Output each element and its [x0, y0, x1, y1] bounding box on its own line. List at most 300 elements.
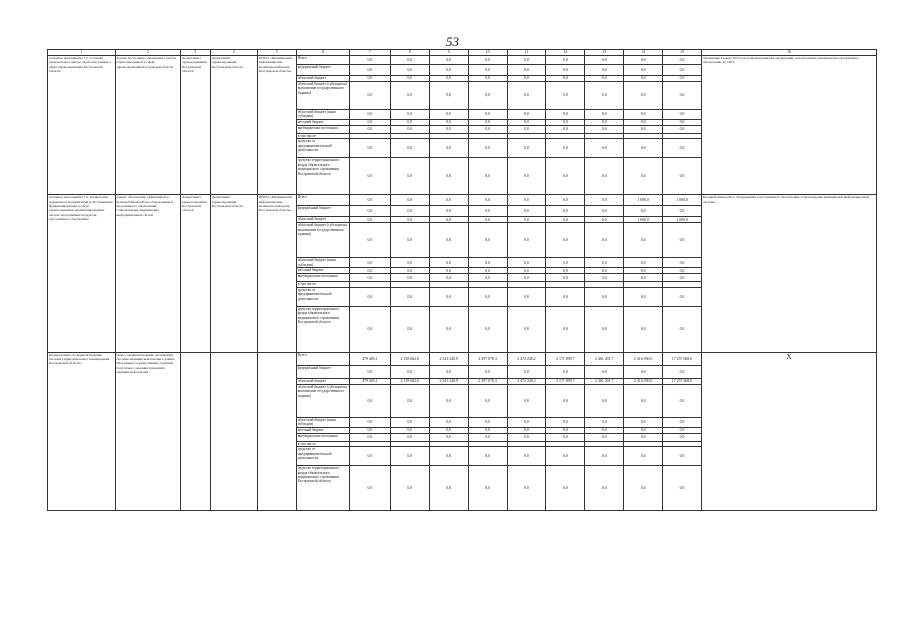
- expected-result: Увеличение к концу 2014 года доли медицинских организаций, использующих аналитическое программное обеспечение, до 100%: [701, 56, 876, 195]
- amount-cell: 0,0: [663, 158, 702, 195]
- amount-cell: 0,0: [390, 466, 429, 511]
- amount-cell: 2 461 201,7: [585, 378, 624, 384]
- block-col4: Департамент здравоохранения Костромской области: [210, 195, 257, 352]
- amount-cell: 0,0: [663, 417, 702, 427]
- amount-cell: 0,0: [585, 223, 624, 258]
- amount-cell: 0,0: [624, 158, 663, 195]
- amount-cell: 17 257 668,0: [663, 352, 702, 365]
- amount-cell: 0,0: [624, 466, 663, 511]
- amount-cell: 0,0: [429, 417, 468, 427]
- amount-cell: 0,0: [585, 65, 624, 76]
- amount-cell: 0,0: [468, 274, 507, 282]
- column-number: 16: [701, 50, 876, 56]
- funding-source-label: областной бюджет (иные субсидии): [296, 417, 349, 427]
- column-number: 10: [468, 50, 507, 56]
- expected-result: Х: [701, 352, 876, 510]
- amount-cell: 0,0: [468, 158, 507, 195]
- amount-cell: 0,0: [585, 384, 624, 417]
- amount-cell: 0,0: [349, 82, 390, 110]
- amount-cell: 0,0: [624, 427, 663, 433]
- amount-cell: 2 416 050,0: [624, 352, 663, 365]
- amount-cell: 0,0: [390, 427, 429, 433]
- amount-cell: 0,0: [507, 206, 546, 217]
- amount-cell: 0,0: [585, 447, 624, 466]
- amount-cell: 0,0: [468, 217, 507, 223]
- amount-cell: 0,0: [546, 447, 585, 466]
- amount-cell: 0,0: [468, 82, 507, 110]
- amount-cell: 0,0: [468, 223, 507, 258]
- amount-cell: 0,0: [624, 206, 663, 217]
- funding-source-label: внебюджетные источники: [296, 126, 349, 134]
- amount-cell: 0,0: [624, 82, 663, 110]
- amount-cell: 0,0: [546, 223, 585, 258]
- funding-source-label: средства от предпринимательской деятельности: [296, 139, 349, 158]
- amount-cell: 0,0: [390, 258, 429, 268]
- funding-source-label: областной бюджет (иные субсидии): [296, 110, 349, 120]
- amount-cell: 0,0: [349, 365, 390, 378]
- amount-cell: 0,0: [585, 82, 624, 110]
- amount-cell: 0,0: [624, 433, 663, 441]
- column-number: 1: [48, 50, 116, 56]
- amount-cell: 0,0: [624, 110, 663, 120]
- amount-cell: 0,0: [390, 158, 429, 195]
- funding-source-label: в том числе:: [296, 134, 349, 139]
- amount-cell: 0,0: [546, 76, 585, 82]
- amount-cell: 0,0: [546, 82, 585, 110]
- funding-source-label: средства территориального фонда обязательного медицинского страхования Костромской области: [296, 306, 349, 352]
- amount-cell: 0,0: [429, 427, 468, 433]
- column-number: 3: [181, 50, 211, 56]
- amount-cell: 0,0: [429, 158, 468, 195]
- amount-cell: 0,0: [468, 120, 507, 126]
- amount-cell: 0,0: [349, 76, 390, 82]
- amount-cell: 0,0: [585, 139, 624, 158]
- amount-cell: 0,0: [429, 274, 468, 282]
- amount-cell: 0,0: [546, 126, 585, 134]
- amount-cell: 0,0: [624, 76, 663, 82]
- funding-source-label: областной бюджет: [296, 378, 349, 384]
- block-col3: Департамент здравоохранения Костромской области: [181, 195, 211, 352]
- funding-source-label: внебюджетные источники: [296, 274, 349, 282]
- block-col4: [210, 352, 257, 510]
- amount-cell: 0,0: [468, 110, 507, 120]
- amount-cell: 17 257 668,0: [663, 378, 702, 384]
- amount-cell: 0,0: [390, 223, 429, 258]
- amount-cell: 0,0: [349, 384, 390, 417]
- amount-cell: 0,0: [468, 65, 507, 76]
- amount-cell: 0,0: [349, 306, 390, 352]
- amount-cell: 2 461 201,7: [585, 352, 624, 365]
- amount-cell: 0,0: [349, 223, 390, 258]
- funding-source-label: средства от предпринимательской деятельности: [296, 447, 349, 466]
- amount-cell: 0,0: [663, 120, 702, 126]
- amount-cell: 0,0: [585, 258, 624, 268]
- amount-cell: 0,0: [468, 126, 507, 134]
- amount-cell: 0,0: [468, 447, 507, 466]
- amount-cell: 0,0: [624, 417, 663, 427]
- block-col3: Департамент здравоохранения Костромской области: [181, 56, 211, 195]
- amount-cell: 0,0: [507, 56, 546, 65]
- amount-cell: 0,0: [546, 384, 585, 417]
- block-col3: [181, 352, 211, 510]
- block-col2: Задача: построение современного центра обработки данных в сфере здравоохранения Костромской области: [115, 56, 181, 195]
- table-row: [48, 195, 877, 206]
- amount-cell: 0,0: [624, 287, 663, 306]
- amount-cell: 0,0: [349, 206, 390, 217]
- amount-cell: 0,0: [663, 206, 702, 217]
- amount-cell: 0,0: [349, 268, 390, 274]
- amount-cell: 0,0: [546, 274, 585, 282]
- column-number: 4: [210, 50, 257, 56]
- amount-cell: 0,0: [390, 433, 429, 441]
- column-number: 7: [349, 50, 390, 56]
- funding-source-label: средства территориального фонда обязательного медицинского страхования Костромской области: [296, 158, 349, 195]
- amount-cell: 0,0: [585, 417, 624, 427]
- amount-cell: 0,0: [585, 56, 624, 65]
- amount-cell: 0,0: [349, 110, 390, 120]
- amount-cell: 0,0: [390, 126, 429, 134]
- amount-cell: 0,0: [390, 139, 429, 158]
- amount-cell: 0,0: [585, 158, 624, 195]
- amount-cell: 2 416 050,0: [624, 378, 663, 384]
- amount-cell: 0,0: [468, 139, 507, 158]
- amount-cell: 0,0: [546, 110, 585, 120]
- amount-cell: 0,0: [349, 417, 390, 427]
- amount-cell: 0,0: [390, 76, 429, 82]
- amount-cell: 2 541 240,9: [429, 378, 468, 384]
- amount-cell: 0,0: [585, 466, 624, 511]
- amount-cell: 0,0: [663, 258, 702, 268]
- amount-cell: 0,0: [390, 268, 429, 274]
- funding-source-label: федеральный бюджет: [296, 206, 349, 217]
- amount-cell: 0,0: [663, 139, 702, 158]
- amount-cell: 0,0: [468, 206, 507, 217]
- amount-cell: 1 000,0: [624, 217, 663, 223]
- column-number: 15: [663, 50, 702, 56]
- amount-cell: 0,0: [663, 306, 702, 352]
- amount-cell: 0,0: [624, 120, 663, 126]
- column-number: 12: [546, 50, 585, 56]
- amount-cell: 0,0: [507, 417, 546, 427]
- block-col2: Цель: совершенствование организации системы медицинской помощи в рамках Программы государственных гарантий бесплатного оказания гражданам медицинской помощи: [115, 352, 181, 510]
- amount-cell: 0,0: [507, 139, 546, 158]
- amount-cell: 0,0: [507, 223, 546, 258]
- amount-cell: 0,0: [390, 447, 429, 466]
- amount-cell: 0,0: [468, 56, 507, 65]
- amount-cell: 0,0: [429, 306, 468, 352]
- amount-cell: 0,0: [349, 287, 390, 306]
- amount-cell: 0,0: [429, 110, 468, 120]
- amount-cell: 0,0: [429, 287, 468, 306]
- amount-cell: 0,0: [349, 126, 390, 134]
- amount-cell: 0,0: [585, 274, 624, 282]
- amount-cell: 0,0: [390, 274, 429, 282]
- table-row: [48, 56, 877, 65]
- amount-cell: 2 472 240,2: [507, 378, 546, 384]
- amount-cell: 0,0: [624, 56, 663, 65]
- amount-cell: 0,0: [546, 258, 585, 268]
- amount-cell: 0,0: [429, 466, 468, 511]
- funding-source-label: областной бюджет (иные субсидии): [296, 258, 349, 268]
- amount-cell: 0,0: [349, 433, 390, 441]
- amount-cell: 0,0: [585, 110, 624, 120]
- amount-cell: 0,0: [468, 268, 507, 274]
- funding-source-label: областной бюджет: [296, 76, 349, 82]
- amount-cell: 0,0: [349, 258, 390, 268]
- amount-cell: 0,0: [546, 287, 585, 306]
- amount-cell: 0,0: [663, 287, 702, 306]
- amount-cell: 0,0: [663, 76, 702, 82]
- amount-cell: 0,0: [507, 447, 546, 466]
- amount-cell: 0,0: [507, 365, 546, 378]
- amount-cell: 0,0: [546, 139, 585, 158]
- amount-cell: 0,0: [390, 195, 429, 206]
- amount-cell: 0,0: [429, 223, 468, 258]
- amount-cell: 0,0: [546, 466, 585, 511]
- amount-cell: 0,0: [663, 384, 702, 417]
- amount-cell: 0,0: [468, 76, 507, 82]
- amount-cell: 0,0: [624, 65, 663, 76]
- amount-cell: 0,0: [429, 139, 468, 158]
- amount-cell: 479 405,1: [349, 352, 390, 365]
- amount-cell: 2 171 899,7: [546, 378, 585, 384]
- amount-cell: 0,0: [585, 76, 624, 82]
- amount-cell: 0,0: [429, 195, 468, 206]
- amount-cell: 0,0: [546, 158, 585, 195]
- amount-cell: 0,0: [429, 447, 468, 466]
- amount-cell: 0,0: [546, 65, 585, 76]
- amount-cell: 0,0: [429, 56, 468, 65]
- amount-cell: 0,0: [663, 110, 702, 120]
- block-col4: Департамент здравоохранения Костромской области: [210, 56, 257, 195]
- amount-cell: 0,0: [349, 139, 390, 158]
- amount-cell: 0,0: [468, 433, 507, 441]
- amount-cell: 0,0: [468, 384, 507, 417]
- amount-cell: 0,0: [546, 417, 585, 427]
- amount-cell: 0,0: [546, 217, 585, 223]
- funding-source-label: областной бюджет (субсидии на выполнение государственного задания): [296, 82, 349, 110]
- amount-cell: 0,0: [585, 195, 624, 206]
- funding-source-label: Всего: [296, 56, 349, 65]
- page-number: 53: [446, 34, 459, 49]
- amount-cell: 0,0: [507, 287, 546, 306]
- amount-cell: 0,0: [663, 427, 702, 433]
- amount-cell: 0,0: [429, 217, 468, 223]
- expected-result: Бесперебойная работа оборудования и программного обеспечения, сопровождение медицинской информационной системы: [701, 195, 876, 352]
- amount-cell: 0,0: [468, 427, 507, 433]
- funding-source-label: местный бюджет: [296, 120, 349, 126]
- amount-cell: 0,0: [390, 206, 429, 217]
- column-number: 5: [257, 50, 296, 56]
- column-number: 9: [429, 50, 468, 56]
- amount-cell: 0,0: [429, 365, 468, 378]
- amount-cell: 0,0: [585, 206, 624, 217]
- amount-cell: 0,0: [429, 433, 468, 441]
- amount-cell: 0,0: [624, 365, 663, 378]
- amount-cell: 0,0: [429, 65, 468, 76]
- amount-cell: 0,0: [585, 126, 624, 134]
- amount-cell: 0,0: [349, 158, 390, 195]
- amount-cell: 0,0: [390, 110, 429, 120]
- block-col5: ОГБУЗ «Медицинский информационно-аналитический центр Костромской области»: [257, 56, 296, 195]
- block-col5: [257, 352, 296, 510]
- amount-cell: 1 000,0: [663, 217, 702, 223]
- funding-source-label: федеральный бюджет: [296, 365, 349, 378]
- amount-cell: 0,0: [429, 206, 468, 217]
- amount-cell: 0,0: [624, 384, 663, 417]
- amount-cell: 0,0: [349, 120, 390, 126]
- amount-cell: 0,0: [507, 306, 546, 352]
- column-number: 6: [296, 50, 349, 56]
- amount-cell: 0,0: [546, 195, 585, 206]
- amount-cell: 0,0: [429, 76, 468, 82]
- funding-source-label: местный бюджет: [296, 268, 349, 274]
- amount-cell: 0,0: [390, 82, 429, 110]
- amount-cell: 0,0: [585, 268, 624, 274]
- amount-cell: 0,0: [507, 433, 546, 441]
- amount-cell: 0,0: [507, 427, 546, 433]
- funding-source-label: областной бюджет: [296, 217, 349, 223]
- amount-cell: 0,0: [468, 466, 507, 511]
- amount-cell: 0,0: [546, 268, 585, 274]
- amount-cell: 0,0: [546, 206, 585, 217]
- amount-cell: 0,0: [507, 195, 546, 206]
- block-col5: ОГБУЗ «Медицинский информационно-аналитический центр Костромской области»: [257, 195, 296, 352]
- amount-cell: 2 171 899,7: [546, 352, 585, 365]
- amount-cell: 0,0: [390, 417, 429, 427]
- amount-cell: 0,0: [390, 365, 429, 378]
- funding-source-label: областной бюджет (субсидии на выполнение государственного задания): [296, 384, 349, 417]
- amount-cell: 0,0: [349, 274, 390, 282]
- column-number: 2: [115, 50, 181, 56]
- table-row: [48, 352, 877, 365]
- amount-cell: 0,0: [507, 65, 546, 76]
- amount-cell: 1 000,0: [663, 195, 702, 206]
- block-col2: Задача: обеспечение эффективной и бесперебойной работы оборудования и программного обеспечения, сопровождение медицинских информационных систем: [115, 195, 181, 352]
- amount-cell: 0,0: [546, 56, 585, 65]
- block-col1: Основное мероприятие 7.6. Техническая поддержка и модернизация и обслуживание функционирующих в сфере здравоохранения автоматизированных систем, программных продуктов, программного обеспечения: [48, 195, 116, 352]
- amount-cell: 0,0: [507, 217, 546, 223]
- amount-cell: 0,0: [349, 56, 390, 65]
- amount-cell: 0,0: [429, 82, 468, 110]
- amount-cell: 0,0: [546, 120, 585, 126]
- amount-cell: 2 397 078,3: [468, 352, 507, 365]
- amount-cell: 0,0: [468, 306, 507, 352]
- amount-cell: 0,0: [468, 287, 507, 306]
- amount-cell: 0,0: [663, 466, 702, 511]
- amount-cell: 0,0: [585, 427, 624, 433]
- amount-cell: 0,0: [585, 365, 624, 378]
- block-col1: Основное мероприятие 7.5. Создание регионального центра обработки данных в сфере здравоохранения Костромской области: [48, 56, 116, 195]
- amount-cell: 0,0: [390, 287, 429, 306]
- amount-cell: 0,0: [624, 268, 663, 274]
- amount-cell: 0,0: [429, 126, 468, 134]
- amount-cell: 0,0: [507, 158, 546, 195]
- amount-cell: 0,0: [429, 384, 468, 417]
- amount-cell: 0,0: [663, 274, 702, 282]
- amount-cell: 0,0: [349, 447, 390, 466]
- amount-cell: 2 541 240,9: [429, 352, 468, 365]
- amount-cell: 0,0: [585, 433, 624, 441]
- amount-cell: 0,0: [624, 447, 663, 466]
- funding-source-label: средства территориального фонда обязательного медицинского страхования Костромской области: [296, 466, 349, 511]
- amount-cell: 2 397 078,3: [468, 378, 507, 384]
- amount-cell: 0,0: [663, 82, 702, 110]
- funding-source-label: областной бюджет (субсидии на выполнение государственного задания): [296, 223, 349, 258]
- amount-cell: 0,0: [546, 306, 585, 352]
- budget-table-sheet: [47, 49, 877, 511]
- amount-cell: 0,0: [390, 306, 429, 352]
- amount-cell: 0,0: [349, 65, 390, 76]
- amount-cell: 0,0: [624, 223, 663, 258]
- amount-cell: 0,0: [624, 126, 663, 134]
- amount-cell: 0,0: [390, 65, 429, 76]
- amount-cell: 0,0: [663, 56, 702, 65]
- amount-cell: 0,0: [507, 82, 546, 110]
- amount-cell: 0,0: [429, 120, 468, 126]
- funding-source-label: Всего: [296, 195, 349, 206]
- amount-cell: 0,0: [468, 195, 507, 206]
- column-number: 14: [624, 50, 663, 56]
- funding-source-label: в том числе:: [296, 441, 349, 446]
- amount-cell: 0,0: [390, 56, 429, 65]
- amount-cell: 0,0: [507, 126, 546, 134]
- block-col1: Подпрограмма «Совершенствование системы территориального планирования Костромской области»: [48, 352, 116, 510]
- amount-cell: 0,0: [507, 120, 546, 126]
- amount-cell: 0,0: [624, 274, 663, 282]
- amount-cell: 0,0: [663, 268, 702, 274]
- amount-cell: 2 318 662,0: [390, 352, 429, 365]
- column-number: 11: [507, 50, 546, 56]
- amount-cell: 0,0: [585, 120, 624, 126]
- amount-cell: 0,0: [390, 217, 429, 223]
- amount-cell: 0,0: [468, 258, 507, 268]
- funding-source-label: Всего: [296, 352, 349, 365]
- amount-cell: 0,0: [349, 427, 390, 433]
- amount-cell: 1 000,0: [624, 195, 663, 206]
- amount-cell: 0,0: [429, 268, 468, 274]
- amount-cell: 0,0: [349, 217, 390, 223]
- amount-cell: 2 472 240,2: [507, 352, 546, 365]
- amount-cell: 0,0: [507, 258, 546, 268]
- funding-source-label: внебюджетные источники: [296, 433, 349, 441]
- amount-cell: 0,0: [585, 306, 624, 352]
- amount-cell: 0,0: [585, 287, 624, 306]
- amount-cell: 0,0: [663, 65, 702, 76]
- amount-cell: 0,0: [390, 120, 429, 126]
- amount-cell: 0,0: [546, 427, 585, 433]
- funding-source-label: федеральный бюджет: [296, 65, 349, 76]
- amount-cell: 0,0: [468, 365, 507, 378]
- amount-cell: 0,0: [429, 258, 468, 268]
- amount-cell: 0,0: [546, 433, 585, 441]
- amount-cell: 0,0: [390, 384, 429, 417]
- amount-cell: 0,0: [624, 306, 663, 352]
- amount-cell: 0,0: [663, 433, 702, 441]
- amount-cell: 0,0: [663, 223, 702, 258]
- amount-cell: 0,0: [507, 466, 546, 511]
- amount-cell: 0,0: [663, 447, 702, 466]
- funding-source-label: в том числе:: [296, 282, 349, 287]
- column-number: 8: [390, 50, 429, 56]
- funding-source-label: местный бюджет: [296, 427, 349, 433]
- amount-cell: 0,0: [507, 110, 546, 120]
- amount-cell: 0,0: [349, 466, 390, 511]
- amount-cell: 0,0: [349, 195, 390, 206]
- amount-cell: 0,0: [663, 126, 702, 134]
- amount-cell: 0,0: [585, 217, 624, 223]
- amount-cell: 0,0: [624, 139, 663, 158]
